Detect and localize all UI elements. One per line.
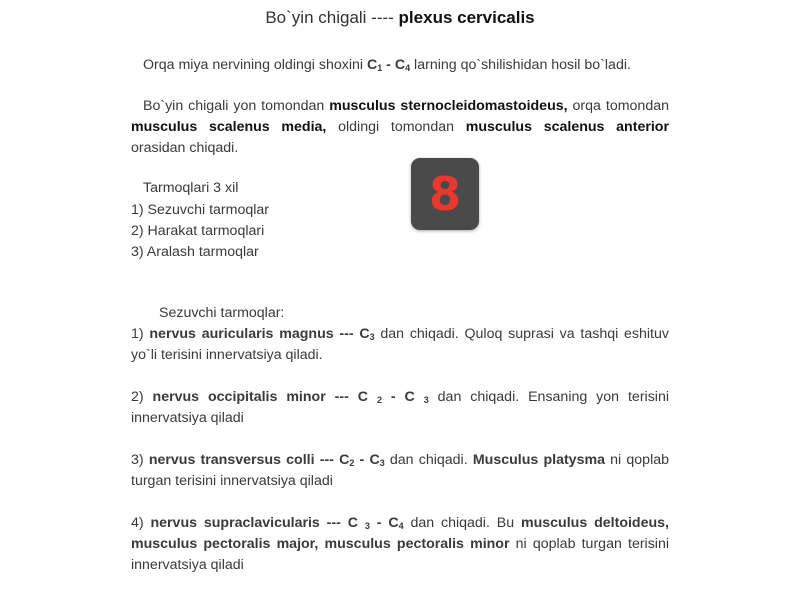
list-item: 1) Sezuvchi tarmoqlar [131,202,269,218]
sensory-heading: Sezuvchi tarmoqlar: [159,305,285,321]
nerve-item-1-cont: yo`li terisini innervatsiya qiladi. [131,347,323,363]
nerve-item-3-cont: turgan terisini innervatsiya qiladi [131,473,333,489]
document-page [131,0,669,600]
page-title: Bo`yin chigali ---- plexus cervicalis [265,8,535,27]
branches-heading: Tarmoqlari 3 xil [143,180,239,196]
nerve-item-4: 4) nervus supraclavicularis --- C $_3 - C_4$ dan chiqadi. Bu musculus deltoideus, [131,515,669,531]
nerve-item-2: 2) nervus occipitalis minor --- C $_2$ - C $_3$ dan chiqadi. Ensaning yon terisini [131,389,669,405]
location-paragraph: Bo`yin chigali yon tomondan musculus sternocleidomastoideus, orqa tomondan musculus scalenus media, oldingi tomondan musculus scalenus anterior orasidan chiqadi. [131,98,669,156]
nerve-item-2-cont: innervatsiya qiladi [131,410,244,426]
nerve-item-4-cont: musculus pectoralis major, musculus pectoralis minor ni qoplab turgan terisini [131,536,669,552]
nerve-item-4-end: innervatsiya qiladi [131,557,244,573]
page-number-badge [411,158,479,230]
list-item: 3) Aralash tarmoqlar [131,244,259,260]
intro-paragraph: Orqa miya nervining oldingi shoxini $C_1 - C_4$ larning qo`shilishidan hosil bo`ladi. [143,57,631,73]
nerve-item-1: 1) nervus auricularis magnus --- $C_3$ dan chiqadi. Quloq suprasi va tashqi eshituv [131,326,669,342]
list-item: 2) Harakat tarmoqlari [131,223,265,239]
nerve-item-3: 3) nervus transversus colli --- $C_2 - C_3$ dan chiqadi. Musculus platysma ni qoplab [131,452,670,468]
page-number: 8 [428,167,461,221]
